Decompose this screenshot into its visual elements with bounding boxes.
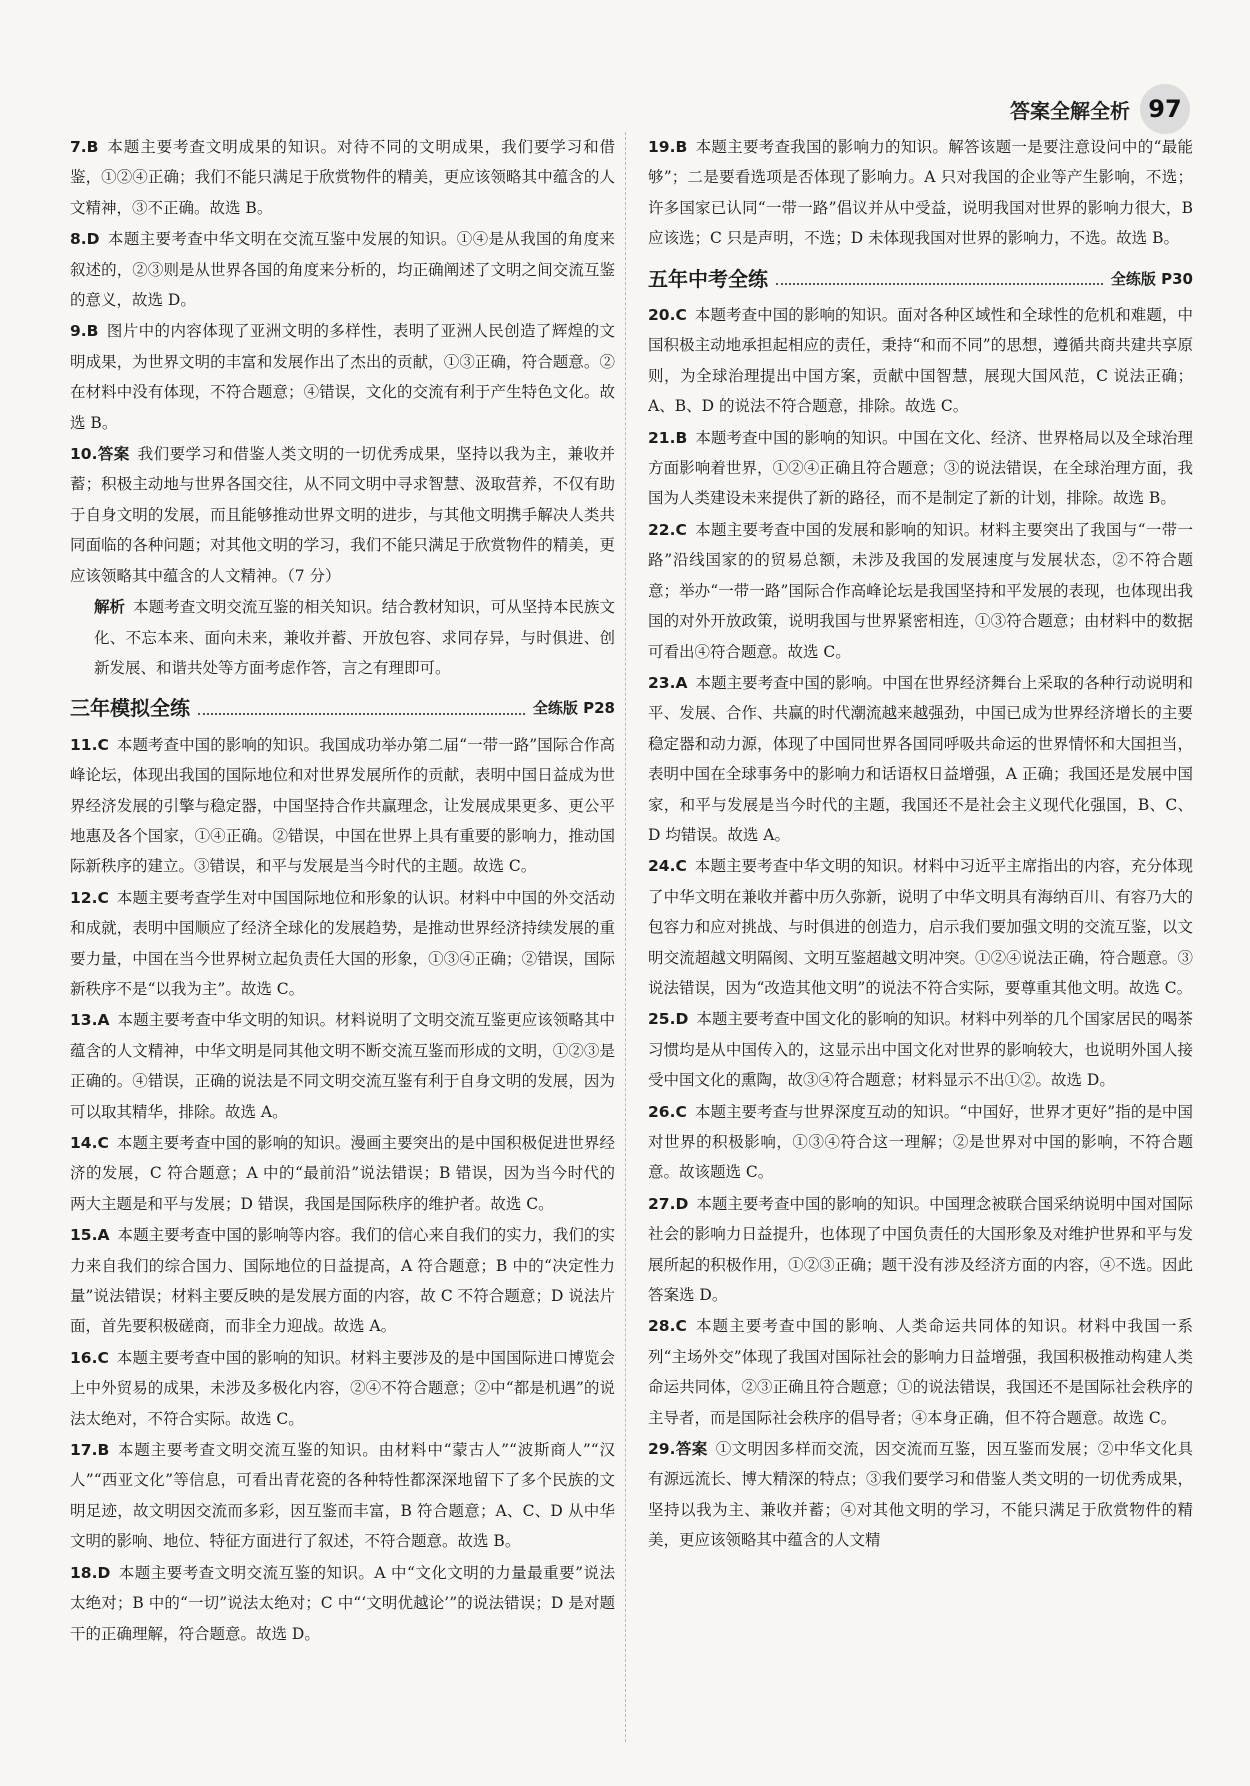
answer-text: 本题主要考查中华文明的知识。材料说明了文明交流互鉴更应该领略其中蕴含的人文精神，中华文明是同其他文明不断交流互鉴而形成的文明，①②③是正确的。④错误，正确的说法是不同文明交流互鉴有利于自身文明的发展，因为可以取其精华，排除。故选 A。 [70,1011,615,1121]
answer-text: 本题主要考查中国的影响的知识。材料主要涉及的是中国国际进口博览会上中外贸易的成果，未涉及多极化内容，②④不符合题意；②中“都是机遇”的说法太绝对，不符合实际。故选 C。 [70,1348,615,1428]
analysis-text: 本题考查文明交流互鉴的相关知识。结合教材知识，可从坚持本民族文化、不忘本来、面向未来，兼收并蓄、开放包容、求同存异，与时俱进、创新发展、和谐共处等方面考虑作答，言之有理即可。 [94,598,615,677]
answer-item [648,300,1193,422]
answer-text: 本题主要考查中国的影响等内容。我们的信心来自我们的实力，我们的实力来自我们的综合国力、国际地位的日益提高，A 符合题意；B 中的“决定性力量”说法错误；材料主要反映的是发展方面的内容，故 C 不符合题意；D 说法片面，首先要积极磋商，而非全力迎战。故选 A。 [70,1226,615,1336]
answer-text: 本题主要考查与世界深度互动的知识。“中国好，世界才更好”指的是中国对世界的积极影响，①③④符合这一理解；②是世界对中国的影响，不符合题意。故该题选 C。 [648,1102,1193,1182]
answer-item [70,1005,615,1127]
answer-text: 我们要学习和借鉴人类文明的一切优秀成果，坚持以我为主，兼收并蓄；积极主动地与世界各国交往，从不同文明中寻求智慧、汲取营养，不仅有助于自身文明的发展，而且能够推动世界文明的进步，与其他文明携手解决人类共同面临的各种问题；对其他文明的学习，我们不能只满足于欣赏物件的精美，更应该领略其中蕴含的人文精神。（7 分） [70,445,615,585]
answer-item [648,1311,1193,1433]
answer-text: 本题主要考查中国的发展和影响的知识。材料主要突出了我国与“一带一路”沿线国家的的贸易总额，未涉及我国的发展速度与发展状态，②不符合题意；举办“一带一路”国际合作高峰论坛是我国坚持和平发展的表现，也体现出我国的对外开放政策，说明我国与世界紧密相连，①③符合题意；由材料中的数据可看出④符合题意。故选 C。 [648,520,1193,661]
answer-item [648,515,1193,667]
answer-item [648,668,1193,850]
answer-text: 本题考查中国的影响的知识。面对各种区域性和全球性的危机和难题，中国积极主动地承担起相应的责任，秉持“和而不同”的思想，遵循共商共建共享原则，为全球治理提出中国方案，贡献中国智慧，展现大国风范，C 说法正确；A、B、D 的说法不符合题意，排除。故选 C。 [648,306,1193,416]
answer-text: 本题主要考查中国的影响的知识。漫画主要突出的是中国积极促进世界经济的发展，C 符合题意；A 中的“最前沿”说法错误；B 错误，因为当今时代的两大主题是和平与发展；D 错误，我国是国际秩序的维护者。故选 C。 [70,1134,615,1213]
question-number: 17.B [70,1441,110,1460]
question-number: 10.答案 [70,445,130,464]
question-number: 13.A [70,1011,110,1030]
section-page-ref: 全练版 P28 [532,699,615,718]
section-title: 五年中考全练 [648,266,768,291]
question-number: 21.B [648,428,688,447]
answer-text: 本题主要考查学生对中国国际地位和形象的认识。材料中中国的外交活动和成就，表明中国顺应了经济全球化的发展趋势，是推动世界经济持续发展的重要力量，中国在当今世界树立起负责任大国的形象，①③④正确；②错误，国际新秩序不是“以我为主”。故选 C。 [70,888,615,998]
question-number: 16.C [70,1348,109,1367]
answer-text: 本题主要考查我国的影响力的知识。解答该题一是要注意设问中的“最能够”；二是要看选项是否体现了影响力。A 只对我国的企业等产生影响，不选；许多国家已认同“一带一路”倡议并从中受益，说明我国对世界的影响力很大，B 应该选；C 只是声明，不选；D 未体现我国对世界的影响力，不选。故选 B。 [648,138,1193,248]
answer-item [70,224,615,315]
answer-text: 本题主要考查文明交流互鉴的知识。A 中“文化文明的力量最重要”说法太绝对；B 中的“一切”说法太绝对；C 中“‘文明优越论’”的说法错误；D 是对题干的正确理解，符合题意。故选 D。 [70,1563,615,1643]
question-number: 8.D [70,230,100,249]
answer-item [70,883,615,1005]
question-number: 24.C [648,857,687,876]
answer-item-10 [70,439,615,591]
answer-item-19 [648,132,1193,254]
question-number: 18.D [70,1563,111,1582]
question-number: 15.A [70,1226,110,1245]
column-divider [625,132,626,1742]
answer-item [648,1004,1193,1095]
section-leader-dots [776,273,1103,285]
answer-item [70,1558,615,1649]
analysis-label: 解析 [94,598,126,617]
header-title: 答案全解全析 [1010,98,1130,123]
answer-text: ①文明因多样而交流，因交流而互鉴，因互鉴而发展；②中华文化具有源远流长、博大精深的特点；③我们要学习和借鉴人类文明的一切优秀成果，坚持以我为主、兼收并蓄；④对其他文明的学习，不能只满足于欣赏物件的精美，更应该领略其中蕴含的人文精 [648,1440,1193,1550]
answer-text: 本题主要考查中国的影响。中国在世界经济舞台上采取的各种行动说明和平、发展、合作、共赢的时代潮流越来越强劲，中国已成为世界经济增长的主要稳定器和动力源，体现了中国同世界各国同呼吸共命运的世界情怀和大国担当，表明中国在全球事务中的影响力和话语权日益增强，A 正确；我国还是发展中国家，和平与发展是当今时代的主题，我国还不是社会主义现代化强国，B、C、D 均错误。故选 A。 [648,673,1193,844]
question-number: 12.C [70,888,109,907]
question-number: 28.C [648,1317,687,1336]
answer-item [648,851,1193,1003]
question-number: 9.B [70,322,99,341]
page-header [1010,84,1190,134]
question-number: 25.D [648,1010,689,1029]
page-number: 97 [1140,84,1190,134]
answer-item [70,132,615,223]
answer-text: 本题主要考查文明成果的知识。对待不同的文明成果，我们要学习和借鉴，①②④正确；我们不能只满足于欣赏物件的精美，更应该领略其中蕴含的人文精神，③不正确。故选 B。 [70,138,615,217]
answer-text: 图片中的内容体现了亚洲文明的多样性，表明了亚洲人民创造了辉煌的文明成果，为世界文明的丰富和发展作出了杰出的贡献，①③正确，符合题意。②在材料中没有体现，不符合题意；④错误，文化的交流有利于产生特色文化。故选 B。 [70,322,615,432]
answer-item [648,1434,1193,1556]
question-number: 27.D [648,1194,689,1213]
left-column [70,132,615,1650]
question-number: 19.B [648,138,688,156]
question-number: 26.C [648,1102,687,1121]
question-number: 7.B [70,138,99,156]
answer-text: 本题主要考查中国的影响的知识。中国理念被联合国采纳说明中国对国际社会的影响力日益提升，也体现了中国负责任的大国形象及对维护世界和平与发展所起的积极作用，①②③正确；题干没有涉及经济方面的内容，④不选。因此答案选 D。 [648,1194,1193,1305]
answer-item [70,1343,615,1434]
answer-item [70,316,615,438]
answer-item [70,1220,615,1342]
answer-text: 本题主要考查中华文明的知识。材料中习近平主席指出的内容，充分体现了中华文明在兼收并蓄中历久弥新，说明了中华文明具有海纳百川、有容乃大的包容力和应对挑战、与时俱进的创造力，启示我们要加强文明的交流互鉴，以文明交流超越文明隔阂、文明互鉴超越文明冲突。①②④说法正确，符合题意。③说法错误，因为“改造其他文明”的说法不符合实际，要尊重其他文明。故选 C。 [648,857,1193,997]
section-heading-sanian [70,693,615,723]
answer-item [70,1435,615,1557]
answer-item [648,1097,1193,1188]
answer-item [70,1128,615,1219]
answer-item [648,423,1193,514]
answer-item [70,730,615,882]
question-number: 23.A [648,673,688,692]
answer-item [648,1189,1193,1311]
question-number: 20.C [648,306,687,325]
section-title: 三年模拟全练 [70,696,190,721]
section-leader-dots [198,703,525,715]
section-page-ref: 全练版 P30 [1110,269,1193,288]
answer-text: 本题主要考查文明交流互鉴的知识。由材料中“蒙古人”“波斯商人”“汉人”“西亚文化”等信息，可看出青花瓷的各种特性都深深地留下了多个民族的文明足迹，故文明因交流而多彩，因互鉴而丰富，B 符合题意；A、C、D 从中华文明的影响、地位、特征方面进行了叙述，不符合题意。故选 B。 [70,1441,615,1551]
question-number: 11.C [70,735,109,754]
question-number: 22.C [648,520,687,539]
answer-text: 本题主要考查中华文明在交流互鉴中发展的知识。①④是从我国的角度来叙述的，②③则是从世界各国的角度来分析的，均正确阐述了文明之间交流互鉴的意义，故选 D。 [70,230,615,310]
section-heading-wunian [648,264,1193,294]
answer-text: 本题考查中国的影响的知识。中国在文化、经济、世界格局以及全球治理方面影响着世界，①②④正确且符合题意；③的说法错误，在全球治理方面，我国为人类建设未来提供了新的路径，而不是制定了新的计划，排除。故选 B。 [648,428,1193,508]
answer-text: 本题主要考查中国的影响、人类命运共同体的知识。材料中我国一系列“主场外交”体现了我国对国际社会的影响力日益增强，我国积极推动构建人类命运共同体，②③正确且符合题意；①的说法错误，我国还不是国际社会秩序的主导者，而是国际社会秩序的倡导者；④本身正确，但不符合题意。故选 C。 [648,1317,1193,1427]
right-column [648,132,1193,1557]
analysis-block [70,592,615,683]
question-number: 29.答案 [648,1440,708,1459]
question-number: 14.C [70,1134,109,1152]
answer-text: 本题考查中国的影响的知识。我国成功举办第二届“一带一路”国际合作高峰论坛，体现出我国的国际地位和对世界发展所作的贡献，表明中国日益成为世界经济发展的引擎与稳定器，中国坚持合作共赢理念，让发展成果更多、更公平地惠及各个国家，①④正确。②错误，中国在世界上具有重要的影响力，推动国际新秩序的建立。③错误，和平与发展是当今时代的主题。故选 C。 [70,735,615,876]
answer-text: 本题主要考查中国文化的影响的知识。材料中列举的几个国家居民的喝茶习惯均是从中国传入的，这显示出中国文化对世界的影响较大，也说明外国人接受中国文化的熏陶，故③④符合题意；材料显示不出①②。故选 D。 [648,1010,1193,1090]
